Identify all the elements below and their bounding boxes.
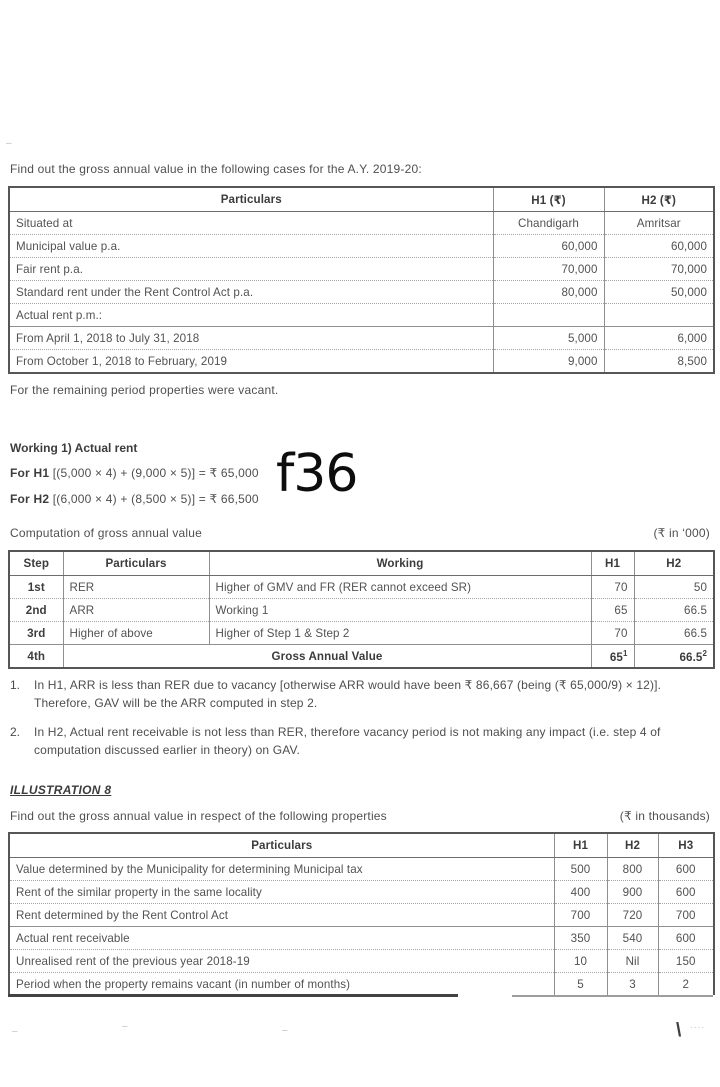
cell-label: Unrealised rent of the previous year 2018-19 xyxy=(9,950,554,973)
cell-h1: 700 xyxy=(554,904,607,927)
cell-h2 xyxy=(604,304,714,327)
cell-h1: 80,000 xyxy=(493,281,604,304)
cell-step: 3rd xyxy=(9,622,63,645)
table-row xyxy=(9,235,714,258)
working-h1-expr: [(5,000 × 4) + (9,000 × 5)] = ₹ 65,000 xyxy=(52,466,259,480)
header-h2: H2 xyxy=(607,833,658,858)
cell-h1: 70,000 xyxy=(493,258,604,281)
computation-title: Computation of gross annual value xyxy=(10,526,203,540)
scan-smudge: – xyxy=(282,1025,288,1036)
note-number: 1. xyxy=(10,678,21,692)
properties-table xyxy=(8,832,715,995)
table-bottom-border-left xyxy=(8,994,458,997)
scan-stray-dots: .... xyxy=(690,1020,706,1031)
cell-h1: 65 xyxy=(591,599,634,622)
table-row xyxy=(9,281,714,304)
working-h2-label: For H2 xyxy=(10,492,50,506)
cell-h2: Nil xyxy=(607,950,658,973)
illustration-intro-row xyxy=(10,809,710,823)
header-particulars: Particulars xyxy=(63,551,209,576)
cell-label: Rent of the similar property in the same locality xyxy=(9,881,554,904)
header-h2: H2 (₹) xyxy=(604,187,714,212)
gross-annual-value-row xyxy=(9,645,714,669)
cell-label: Actual rent p.m.: xyxy=(9,304,493,327)
scan-smudge: – xyxy=(12,1026,18,1037)
table-row xyxy=(9,927,714,950)
header-h1: H1 (₹) xyxy=(493,187,604,212)
cell-h2: 540 xyxy=(607,927,658,950)
cell-h2: 3 xyxy=(607,973,658,996)
cell-h2: 50 xyxy=(634,576,714,599)
cell-h2: 6,000 xyxy=(604,327,714,350)
cell-h1: $65^1$ xyxy=(591,645,634,669)
note-number: 2. xyxy=(10,725,21,739)
cell-h2: 8,500 xyxy=(604,350,714,374)
cell-h3: 600 xyxy=(658,881,714,904)
cell-label: Rent determined by the Rent Control Act xyxy=(9,904,554,927)
vacant-note: For the remaining period properties were vacant. xyxy=(10,383,279,397)
header-h3: H3 xyxy=(658,833,714,858)
cell-h1: 10 xyxy=(554,950,607,973)
cell-working: Higher of Step 1 & Step 2 xyxy=(209,622,591,645)
cell-h2: 66.5$^2$ xyxy=(634,645,714,669)
table-bottom-border-right xyxy=(512,995,713,997)
table-row xyxy=(9,622,714,645)
cell-particulars: ARR xyxy=(63,599,209,622)
cell-step: 1st xyxy=(27,580,45,594)
cell-particulars: RER xyxy=(63,576,209,599)
table-row xyxy=(9,350,714,374)
table-row xyxy=(9,858,714,881)
working-h2-expr: [(6,000 × 4) + (8,500 × 5)] = ₹ 66,500 xyxy=(52,492,259,506)
cell-label: From April 1, 2018 to July 31, 2018 xyxy=(9,327,493,350)
cell-h1: 350 xyxy=(554,927,607,950)
footnote-ref-2: 2 xyxy=(702,648,707,658)
cell-h2: 50,000 xyxy=(604,281,714,304)
cell-h3: 150 xyxy=(658,950,714,973)
header-h1: H1 xyxy=(554,833,607,858)
header-working: Working xyxy=(209,551,591,576)
table-row xyxy=(9,950,714,973)
cell-particulars: Higher of above xyxy=(63,622,209,645)
table-row xyxy=(9,973,714,996)
table-row xyxy=(9,881,714,904)
header-particulars: Particulars xyxy=(9,187,493,212)
header-particulars: Particulars xyxy=(9,833,554,858)
cell-h2: 900 xyxy=(607,881,658,904)
table-row xyxy=(9,599,714,622)
table-header-row xyxy=(9,551,714,576)
f36-stamp-overlay: f36 xyxy=(276,444,358,504)
illustration-heading: ILLUSTRATION 8 xyxy=(10,783,112,797)
working-h1-label: For H1 xyxy=(10,466,50,480)
cell-h1: 5 xyxy=(554,973,607,996)
computation-unit-note: (₹ in ‘000) xyxy=(653,526,710,540)
cell-h1: 9,000 xyxy=(493,350,604,374)
notes-list xyxy=(10,676,716,770)
cell-h1: 70 xyxy=(591,576,634,599)
working-title: Working 1) Actual rent xyxy=(10,441,138,455)
cell-h1 xyxy=(493,304,604,327)
table-header-row xyxy=(9,833,714,858)
cell-h2: 66.5 xyxy=(634,622,714,645)
cell-label: Period when the property remains vacant (in number of months) xyxy=(9,973,554,996)
table-row xyxy=(9,258,714,281)
cell-gav-label: Gross Annual Value xyxy=(63,645,591,669)
cell-step: 2nd xyxy=(9,599,63,622)
cell-label: Situated at xyxy=(16,216,73,230)
cell-h1: 400 xyxy=(554,881,607,904)
cell-h3: 700 xyxy=(658,904,714,927)
note-item-2 xyxy=(10,723,716,759)
cell-h3: 2 xyxy=(658,973,714,996)
cell-label: From October 1, 2018 to February, 2019 xyxy=(9,350,493,374)
table-header-row xyxy=(9,187,714,212)
illustration-intro: Find out the gross annual value in respect of the following properties xyxy=(10,809,387,823)
table-row xyxy=(9,576,714,599)
cell-h2: Amritsar xyxy=(604,212,714,235)
note-item-1 xyxy=(10,676,716,712)
cell-working: Working 1 xyxy=(209,599,591,622)
cell-h1: 70 xyxy=(591,622,634,645)
table-row xyxy=(9,304,714,327)
header-step: Step xyxy=(9,551,63,576)
header-h2: H2 xyxy=(634,551,714,576)
cell-h2: 66.5 xyxy=(634,599,714,622)
cell-h3: 600 xyxy=(658,858,714,881)
illustration-unit-note: (₹ in thousands) xyxy=(619,809,710,823)
cell-h1: 5,000 xyxy=(493,327,604,350)
cell-h2: 60,000 xyxy=(604,235,714,258)
note-text: In H2, Actual rent receivable is not less than RER, therefore vacancy period is not making any impact (i.e. step 4 of computation discussed earlier in theory) on GAV. xyxy=(34,725,661,757)
scan-stray-slash: \ xyxy=(676,1020,682,1041)
cell-h2: 70,000 xyxy=(604,258,714,281)
note-text: In H1, ARR is less than RER due to vacancy [otherwise ARR would have been ₹ 86,667 (being (₹ 65,000/9) × 12)]. Therefore, GAV will be the ARR computed in step 2. xyxy=(34,678,662,710)
scan-smudge: – xyxy=(122,1021,128,1032)
cell-step: 4th xyxy=(9,645,63,669)
cell-label: Value determined by the Municipality for determining Municipal tax xyxy=(16,862,363,876)
cell-label: Municipal value p.a. xyxy=(9,235,493,258)
cell-label: Actual rent receivable xyxy=(9,927,554,950)
cell-h1: 60,000 xyxy=(493,235,604,258)
cell-h1: 500 xyxy=(554,858,607,881)
working-h1-line xyxy=(10,466,259,480)
computation-table xyxy=(8,550,715,669)
table-row xyxy=(9,212,714,235)
cell-label: Standard rent under the Rent Control Act p.a. xyxy=(9,281,493,304)
table-row xyxy=(9,327,714,350)
header-h1: H1 xyxy=(591,551,634,576)
intro-text: Find out the gross annual value in the following cases for the A.Y. 2019-20: xyxy=(10,162,422,176)
cell-working: Higher of GMV and FR (RER cannot exceed SR) xyxy=(209,576,591,599)
cell-h1: Chandigarh xyxy=(493,212,604,235)
working-h2-line xyxy=(10,492,259,506)
cases-table xyxy=(8,186,715,374)
computation-heading-row xyxy=(10,526,710,540)
cell-h3: 600 xyxy=(658,927,714,950)
scan-artifact-dash: – xyxy=(6,138,12,149)
table-row xyxy=(9,904,714,927)
cell-label: Fair rent p.a. xyxy=(9,258,493,281)
cell-h2: 800 xyxy=(607,858,658,881)
cell-h2: 720 xyxy=(607,904,658,927)
footnote-ref-1: 1 xyxy=(622,648,628,658)
